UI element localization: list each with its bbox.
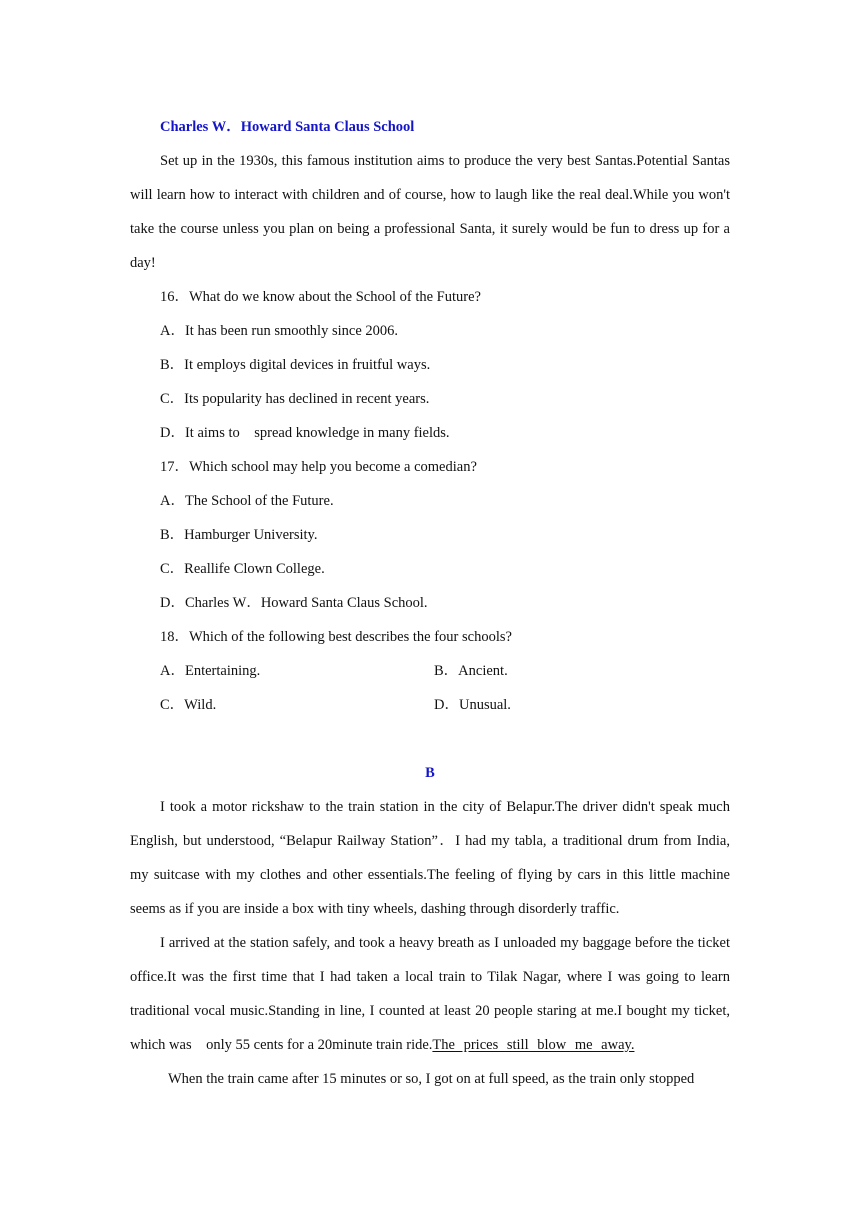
option-a: A．Entertaining. [160, 663, 261, 679]
question-stem: 17．Which school may help you become a comedian? [160, 459, 477, 475]
school-heading: Charles W．Howard Santa Claus School [160, 119, 415, 135]
document-page [130, 110, 730, 1096]
option-d: D．Unusual. [434, 697, 511, 713]
option-c: C．Reallife Clown College. [160, 561, 325, 577]
section-b-paragraph-2 [130, 926, 730, 1062]
question-stem: 18．Which of the following best describes the four schools? [160, 629, 512, 645]
question-stem: 16．What do we know about the School of the Future? [160, 289, 481, 305]
option-a: A．It has been run smoothly since 2006. [160, 323, 399, 339]
option-d: D．Charles W．Howard Santa Claus School. [160, 595, 428, 611]
section-b-title: B [425, 765, 435, 781]
option-a: A．The School of the Future. [160, 493, 334, 509]
question-16 [130, 280, 730, 450]
underlined-sentence: The prices still blow me away. [432, 1037, 635, 1053]
option-b: B．Ancient. [434, 663, 508, 679]
option-c: C．Wild. [160, 697, 217, 713]
question-18 [130, 620, 730, 722]
question-17 [130, 450, 730, 620]
section-b-paragraph-1: I took a motor rickshaw to the train station in the city of Belapur.The driver didn't speak much English, but understood, “Belapur Railway Station”．I had my tabla, a traditional drum from India, my suitcase with my clothes and other essentials.The feeling of flying by cars in this little machine seems as if you are inside a box with tiny wheels, dashing through disorderly traffic. [130, 799, 730, 917]
paragraph-text: I arrived at the station safely, and took a heavy breath as I unloaded my baggage before the ticket office.It was the first time that I had taken a local train to Tilak Nagar, where I was going to learn traditional vocal music.Standing in line, I counted at least 20 people staring at me.I bought my ticket, which was only 55 cents for a 20minute train ride. [130, 935, 730, 1053]
section-b-paragraph-3: When the train came after 15 minutes or so, I got on at full speed, as the train only stopped [168, 1071, 695, 1087]
option-b: B．Hamburger University. [160, 527, 318, 543]
option-b: B．It employs digital devices in fruitful ways. [160, 357, 431, 373]
option-d: D．It aims to spread knowledge in many fields. [160, 425, 450, 441]
options-row [130, 688, 730, 722]
option-c: C．Its popularity has declined in recent years. [160, 391, 430, 407]
options-row [130, 654, 730, 688]
school-paragraph: Set up in the 1930s, this famous institution aims to produce the very best Santas.Potential Santas will learn how to interact with children and of course, how to laugh like the real deal.While you won't take the course unless you plan on being a professional Santa, it surely would be fun to dress up for a day! [130, 153, 730, 271]
